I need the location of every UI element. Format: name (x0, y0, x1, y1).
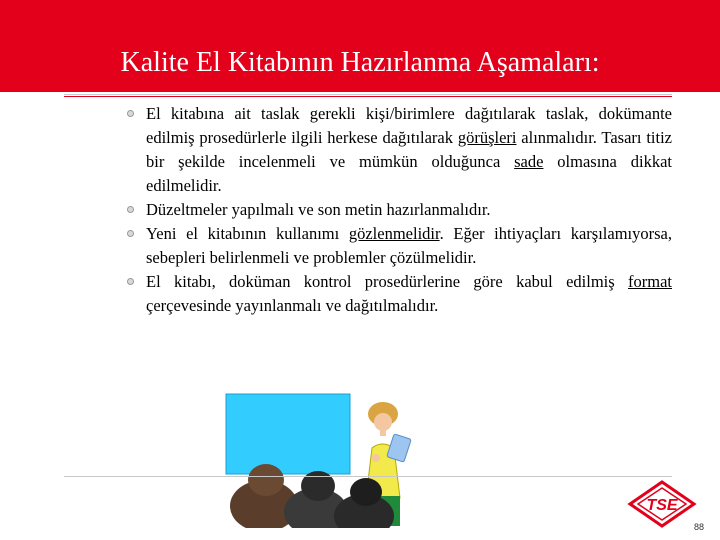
text-segment: alınmalıdır. Tasarı titiz bir şekilde incelenmeli ve mümkün olduğunca (146, 128, 672, 171)
bullet-item (126, 270, 672, 318)
footer-divider (64, 476, 672, 477)
text-segment: olmasına dikkat edilmelidir. (146, 152, 672, 195)
bullet-text (146, 224, 672, 267)
bullet-item (126, 102, 672, 198)
page-number: 88 (694, 522, 705, 532)
bullet-text (146, 200, 491, 219)
text-segment: Yeni el kitabının kullanımı (146, 224, 349, 243)
bullet-item (126, 198, 672, 222)
bullet-marker-icon (127, 230, 134, 237)
bullet-item (126, 222, 672, 270)
bullet-marker-icon (127, 278, 134, 285)
underlined-term: gözlenmelidir (348, 224, 440, 243)
logo-text: TSE (646, 497, 678, 514)
underlined-term: sade (514, 152, 544, 171)
text-segment: Düzeltmeler yapılmalı ve son metin hazırlanmalıdır. (146, 200, 491, 219)
text-segment: El kitabına ait taslak gerekli kişi/birimlere dağıtılarak taslak, dokümante edilmiş prosedürlerle ilgili herkese dağıtılarak (146, 104, 672, 147)
presenter-with-audience-icon (224, 388, 444, 528)
tse-logo-icon (626, 478, 698, 530)
text-segment: . Eğer ihtiyaçları karşılamıyorsa, sebepleri belirlenmeli ve problemler çözülmelidir. (146, 224, 672, 267)
presentation-board (226, 394, 350, 474)
title-divider-red (64, 96, 672, 97)
slide-title: Kalite El Kitabının Hazırlanma Aşamaları: (120, 47, 600, 78)
bullet-text (146, 272, 672, 315)
title-divider-gray (64, 94, 672, 95)
underlined-term: görüşleri (457, 128, 517, 147)
bullet-text (146, 104, 672, 195)
text-segment: El kitabı, doküman kontrol prosedürlerine göre kabul edilmiş (146, 272, 629, 291)
bullet-list (126, 102, 672, 318)
bullet-marker-icon (127, 110, 134, 117)
text-segment: çerçevesinde yayınlanmalı ve dağıtılmalıdır. (146, 296, 439, 315)
bullet-marker-icon (127, 206, 134, 213)
underlined-term: format (628, 272, 672, 291)
